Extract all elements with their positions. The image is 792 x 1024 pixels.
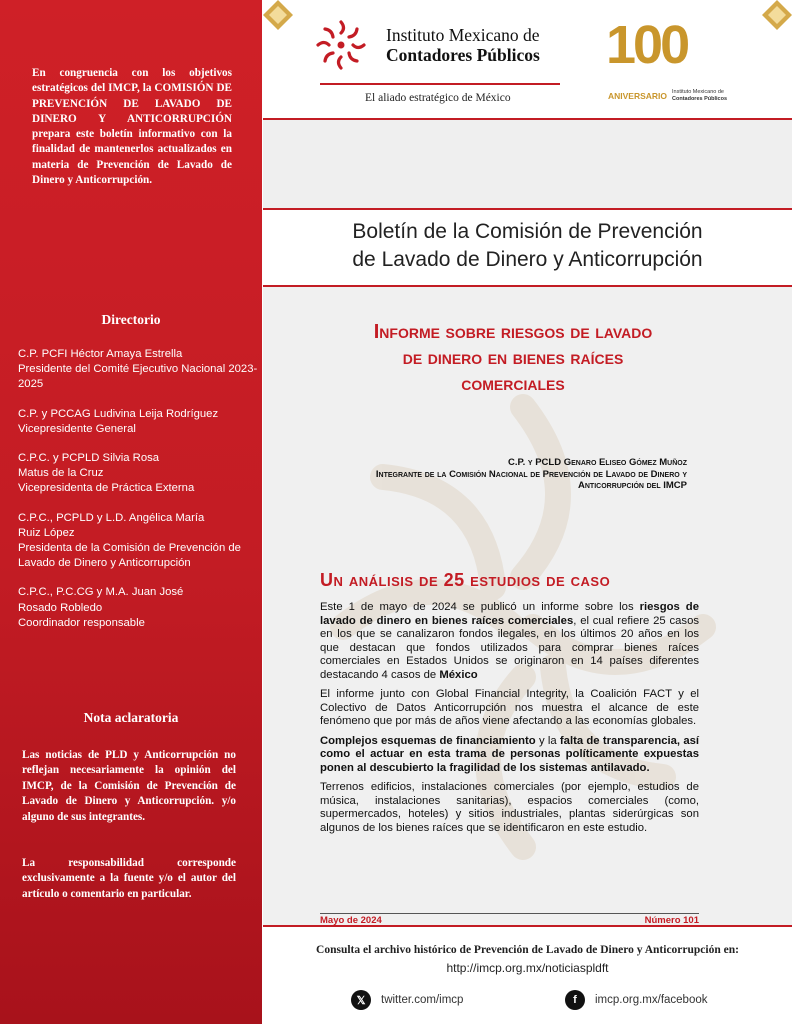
p1-text-a: Este 1 de mayo de 2024 se publicó un informe sobre los [320, 601, 640, 613]
directory-list [18, 347, 258, 645]
directory-role: Presidenta de la Comisión de Prevención de Lavado de Dinero y Anticorrupción [18, 542, 241, 570]
author-role-line-1: Integrante de la Comisión Nacional de Prevención de Lavado de Dinero y [375, 468, 687, 480]
directory-role: Coordinador responsable [18, 616, 145, 629]
archive-text: Consulta el archivo histórico de Prevención de Lavado de Dinero y Anticorrupción en: [316, 944, 739, 956]
imcp-logo-icon [312, 16, 370, 74]
anniversary-label: ANIVERSARIO [608, 91, 668, 101]
page-footer [263, 927, 792, 1024]
header [263, 0, 792, 118]
paragraph-4: Terrenos edificios, instalaciones comerciales (por ejemplo, estudios de música, instalaciones sanitarias), espacios comerciales (como, supermercados, hoteles) y sitios industriales, plantas siderúrgicas son algunos de los bienes raíces que se identificaron en este estudio. [320, 781, 699, 834]
paragraph-2: El informe junto con Global Financial Integrity, la Coalición FACT y el Colectivo de Datos Anticorrupción nos muestra el alcance de este fenómeno que por más de años viene afectando a las economías globales. [320, 688, 699, 727]
p1-bold-d: México [439, 668, 478, 681]
facebook-icon: f [565, 990, 585, 1010]
intro-committee-name: COMISIÓN DE PREVENCIÓN DE LAVADO DE DINERO Y ANTICORRUPCIÓN [32, 82, 232, 125]
directory-name: C.P.C. y PCPLD Silvia Rosa Matus de la Cruz [18, 452, 160, 480]
anniversary-org-line-1: Instituto Mexicano de [672, 89, 724, 95]
author-role-line-2: Anticorrupción del IMCP [578, 480, 687, 491]
note-title: Nota aclaratoria [83, 710, 179, 725]
sidebar [0, 0, 262, 1024]
article-title [293, 319, 733, 397]
archive-link[interactable]: http://imcp.org.mx/noticiaspldft [446, 961, 609, 975]
facebook-handle: imcp.org.mx/facebook [595, 994, 708, 1006]
org-name-line-1: Instituto Mexicano de [386, 25, 540, 45]
twitter-handle: twitter.com/imcp [381, 994, 464, 1006]
org-name-line-2: Contadores Públicos [386, 45, 540, 65]
intro-part-1: En congruencia con los objetivos estratégicos del IMCP, la [32, 67, 232, 95]
note-text-1: Las noticias de PLD y Anticorrupción no reflejan necesariamente la opinión del IMCP, de la Comisión de Prevención de Lavado de Dinero y Anticorrupción. y/o alguno de sus integrantes. [22, 749, 236, 823]
article-panel [263, 285, 792, 927]
bulletin-title-line-2: de Lavado de Dinero y Anticorrupción [352, 248, 703, 271]
article-footer-rule [320, 913, 699, 914]
directory-name: C.P. y PCCAG Ludivina Leija Rodríguez [18, 407, 219, 420]
directory-name: C.P.C., P.C.CG y M.A. Juan José Rosado Robledo [18, 586, 184, 614]
facebook-link[interactable] [565, 990, 708, 1010]
directory-role: Vicepresidenta de Práctica Externa [18, 482, 195, 495]
paragraph-3 [320, 735, 699, 776]
anniversary-badge [606, 14, 736, 104]
article-subtitle: Un análisis de 25 estudios de caso [320, 570, 611, 590]
article-title-line-1: Informe sobre riesgos de lavado [373, 321, 653, 343]
directory-title: Directorio [101, 312, 161, 327]
issue-date: Mayo de 2024 [320, 915, 382, 926]
logo-divider [320, 83, 560, 85]
anniversary-org-line-2: Contadores Públicos [672, 95, 728, 102]
intro-part-2: prepara este boletín informativo con la finalidad de mantenerlos actualizados en materia de Prevención de Lavado de Dinero y Anticorrupción. [32, 128, 232, 187]
directory-entry [18, 451, 258, 497]
article-title-line-3: comerciales [461, 373, 565, 395]
tagline: El aliado estratégico de México [365, 92, 511, 104]
directory-name: C.P.C., PCPLD y L.D. Angélica María Ruiz López [18, 511, 205, 539]
article-body [320, 601, 699, 841]
directory-role: Presidente del Comité Ejecutivo Nacional 2023-2025 [18, 363, 258, 391]
author-name: C.P. y PCLD Genaro Eliseo Gómez Muñoz [508, 457, 687, 468]
directory-entry [18, 511, 258, 572]
twitter-link[interactable] [351, 990, 463, 1010]
x-twitter-icon: 𝕏 [351, 990, 371, 1010]
p3-text-b: y la [535, 734, 560, 747]
p3-bold-c: falta de transparencia, así como el actuar en esta trama de personas políticamente expuestas ponen al descubierto la fragilidad de los sistemas antilavado. [320, 734, 700, 774]
org-name [386, 25, 540, 65]
bulletin-title-line-1: Boletín de la Comisión de Prevención [352, 220, 703, 243]
article-byline [376, 457, 687, 492]
anniversary-number: 100 [606, 15, 688, 75]
p1-bold-b: riesgos de lavado de dinero en bienes raíces comerciales [320, 601, 699, 627]
anniversary-org [672, 89, 727, 102]
issue-number: Número 101 [644, 915, 699, 926]
article-title-line-2: de dinero en bienes raíces [402, 347, 624, 369]
directory-name: C.P. PCFI Héctor Amaya Estrella [18, 348, 183, 360]
corner-ornament-icon [263, 0, 293, 30]
paragraph-1 [320, 601, 699, 682]
p3-bold-a: Complejos esquemas de financiamiento [320, 734, 536, 747]
header-band [263, 118, 792, 210]
directory-entry [18, 407, 258, 437]
directory-role: Vicepresidente General [18, 422, 136, 435]
p1-text-c: , el cual refiere 25 casos en los que se canalizaron fondos ilegales, en los últimos 20 años en los que destacan que fondos utilizados para comprar bienes raíces comerciales en Estados Unidos se originaron en 14 países diferentes destacando 4 casos de [320, 614, 699, 681]
intro-text [32, 66, 232, 188]
directory-entry [18, 347, 258, 393]
note-text-2: La responsabilidad corresponde exclusivamente a la fuente y/o el autor del artículo o comentario en particular. [22, 857, 236, 900]
directory-entry [18, 585, 258, 631]
bulletin-title [263, 210, 792, 285]
corner-ornament-icon [762, 0, 792, 30]
